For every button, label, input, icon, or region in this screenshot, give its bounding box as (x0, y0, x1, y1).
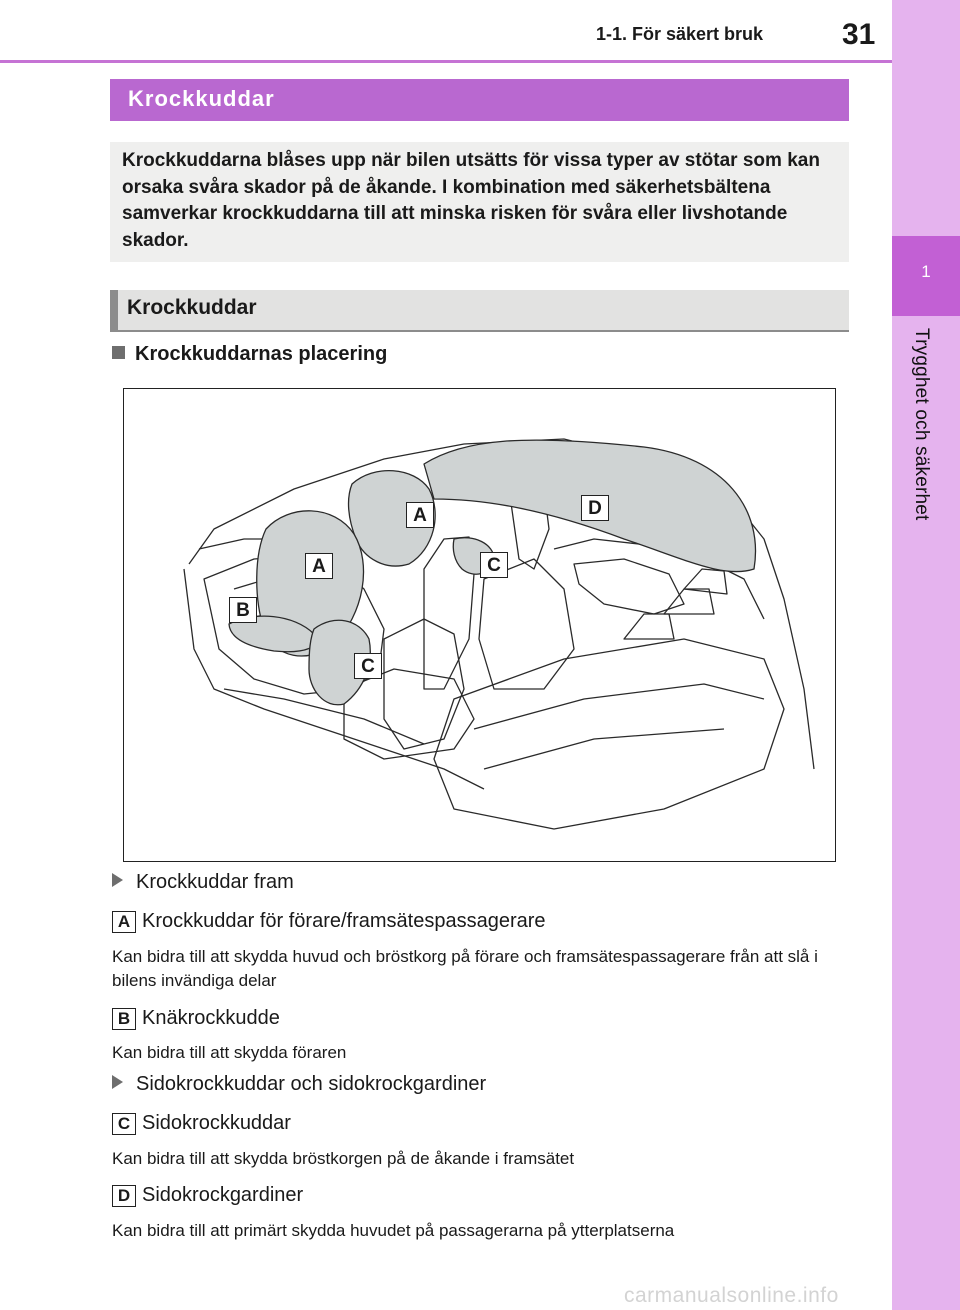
square-bullet-icon (112, 346, 125, 359)
group-heading-text: Krockkuddar fram (136, 871, 294, 893)
figure-label-a-passenger: A (406, 502, 434, 528)
car-interior-drawing (124, 389, 834, 860)
item-description-b: Kan bidra till att skydda föraren (112, 1043, 347, 1062)
figure-label-a-driver: A (305, 553, 333, 579)
item-description-c: Kan bidra till att skydda bröstkorgen på de åkande i framsätet (112, 1149, 575, 1168)
item-key-box: C (112, 1113, 136, 1135)
group-heading-front (112, 871, 294, 894)
item-title: Knäkrockkudde (142, 1007, 280, 1029)
header-rule (0, 60, 892, 63)
figure-label-d: D (581, 495, 609, 521)
triangle-bullet-icon (112, 1075, 123, 1089)
figure-label-b: B (229, 597, 257, 623)
item-description-a: Kan bidra till att skydda huvud och bröstkorg på förare och framsätespassagerare från att slå i bilens invändiga delar (112, 947, 818, 990)
item-title: Krockkuddar för förare/framsätespassagerare (142, 910, 546, 932)
chapter-number: 1 (921, 262, 931, 281)
chapter-title: Trygghet och säkerhet (911, 328, 932, 521)
running-head: 1-1. För säkert bruk (596, 24, 764, 44)
item-heading-a (112, 910, 546, 933)
group-heading-text: Sidokrockkuddar och sidokrockgardiner (136, 1073, 487, 1095)
watermark: carmanualsonline.info (624, 1284, 839, 1307)
group-heading-side (112, 1073, 486, 1096)
item-description-d: Kan bidra till att primärt skydda huvudet på passagerarna på ytterplatserna (112, 1221, 675, 1240)
section-title: Krockkuddar (110, 79, 849, 121)
item-title: Sidokrockgardiner (142, 1184, 304, 1206)
subsection-title: Krockkuddar (110, 290, 849, 332)
item-heading-c (112, 1112, 291, 1135)
item-title: Sidokrockkuddar (142, 1112, 291, 1134)
side-tab-strip (892, 0, 960, 1310)
figure-label-c-passenger: C (480, 552, 508, 578)
item-key-box: A (112, 911, 136, 933)
airbag-location-figure (123, 388, 836, 862)
placement-heading-text: Krockkuddarnas placering (135, 343, 388, 365)
item-heading-d (112, 1184, 303, 1207)
page-number: 31 (842, 18, 876, 51)
intro-text: Krockkuddarna blåses upp när bilen utsätts för vissa typer av stötar som kan orsaka svåra skador på de åkande. I kombination med säkerhetsbältena samverkar krockkuddarna till att minska risken för svåra eller livshotande skador. (110, 142, 849, 262)
item-heading-b (112, 1007, 280, 1030)
item-key-box: B (112, 1008, 136, 1030)
figure-label-c-driver: C (354, 653, 382, 679)
item-key-box: D (112, 1185, 136, 1207)
placement-heading (112, 343, 387, 366)
triangle-bullet-icon (112, 873, 123, 887)
